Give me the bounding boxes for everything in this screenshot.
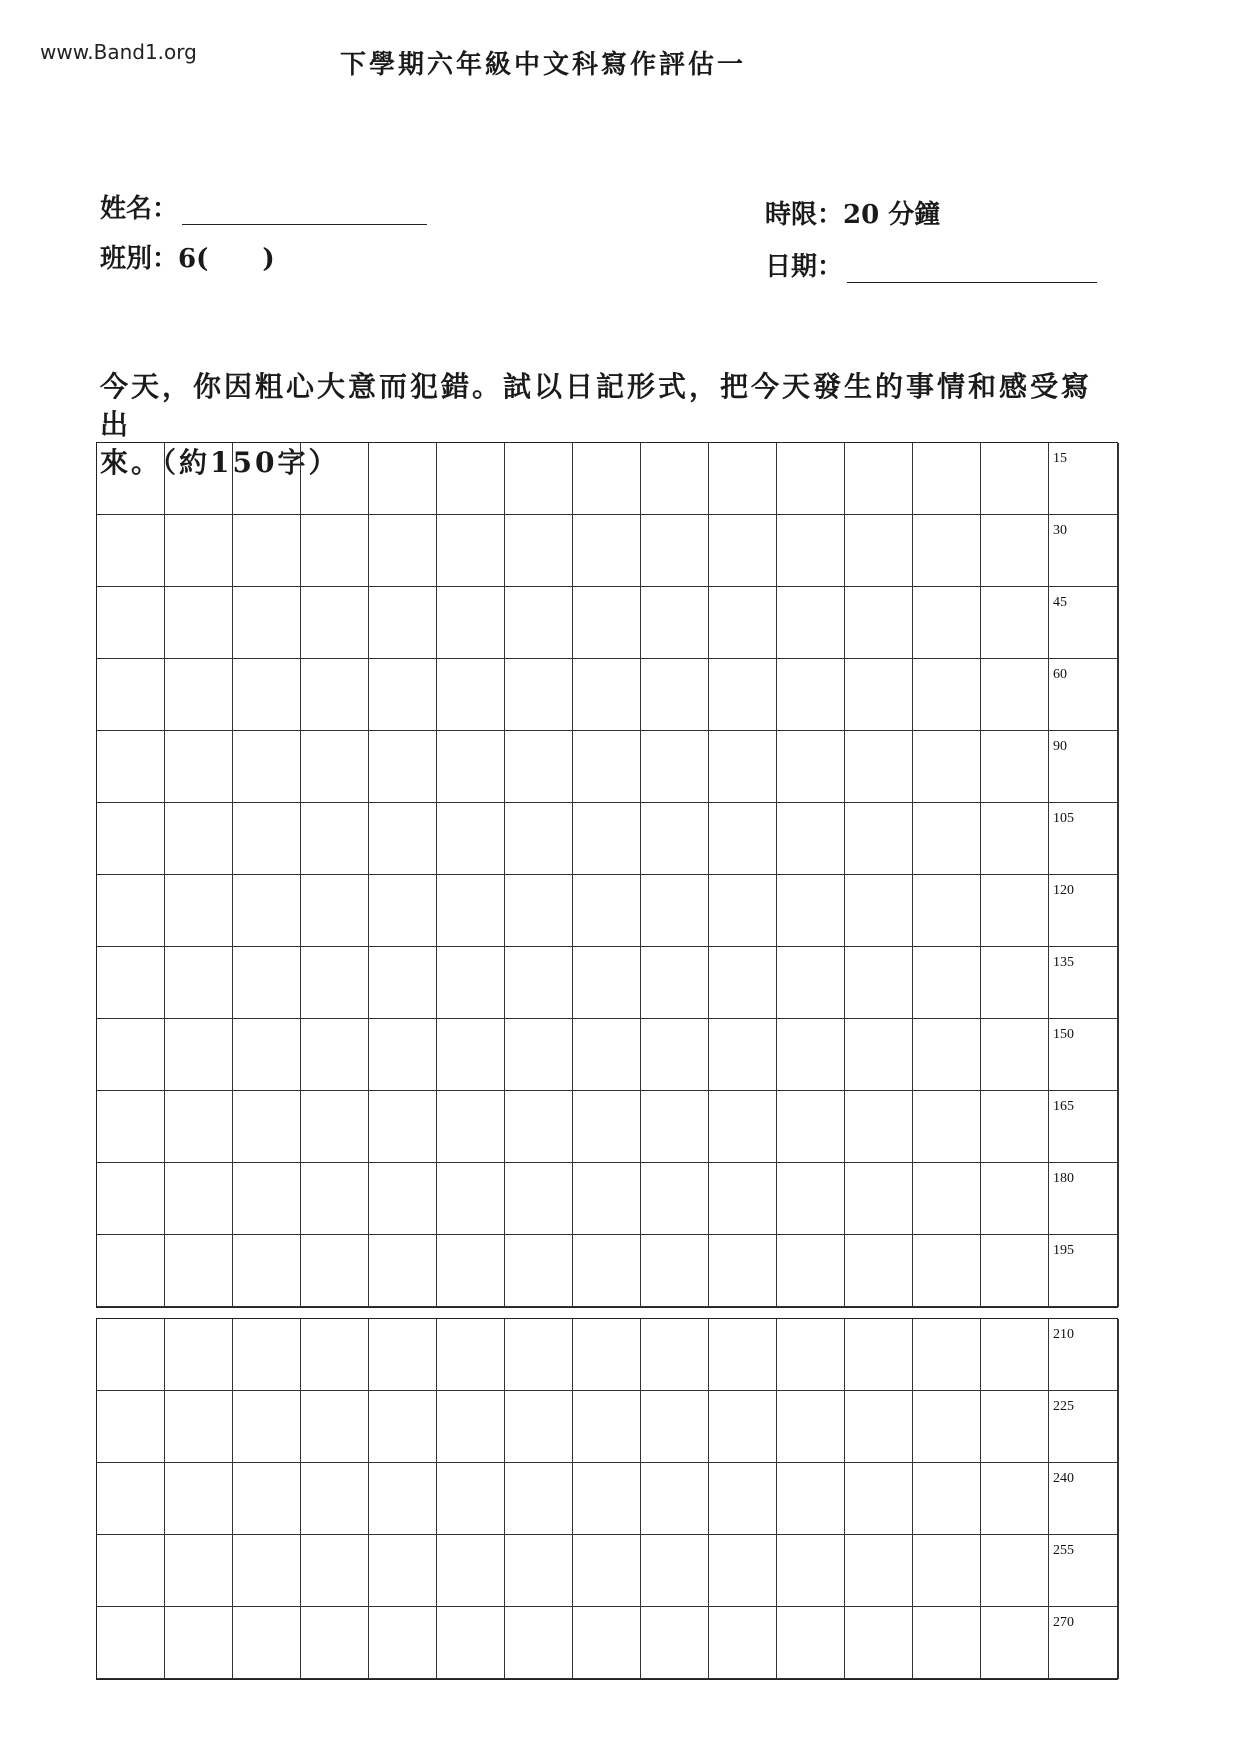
- writing-cell[interactable]: [97, 1535, 165, 1607]
- writing-cell[interactable]: [97, 875, 165, 947]
- writing-cell[interactable]: [369, 443, 437, 515]
- writing-cell[interactable]: [505, 443, 573, 515]
- writing-cell[interactable]: [981, 731, 1049, 803]
- writing-cell[interactable]: [641, 659, 709, 731]
- word-count-marker: 225: [1049, 1391, 1119, 1463]
- writing-cell[interactable]: [301, 659, 369, 731]
- word-count-marker: 105: [1049, 803, 1119, 875]
- writing-cell[interactable]: [709, 659, 777, 731]
- writing-cell[interactable]: [233, 1607, 301, 1679]
- writing-cell[interactable]: [845, 443, 913, 515]
- writing-cell[interactable]: [97, 1091, 165, 1163]
- writing-cell[interactable]: [641, 1163, 709, 1235]
- name-label: 姓名：: [100, 194, 179, 224]
- writing-cell[interactable]: [845, 1607, 913, 1679]
- writing-cell[interactable]: [165, 1391, 233, 1463]
- writing-cell[interactable]: [301, 1463, 369, 1535]
- writing-cell[interactable]: [369, 659, 437, 731]
- writing-cell[interactable]: [369, 1463, 437, 1535]
- date-field: [765, 246, 1097, 283]
- writing-cell[interactable]: [505, 1091, 573, 1163]
- writing-cell[interactable]: [233, 875, 301, 947]
- writing-cell[interactable]: [641, 803, 709, 875]
- writing-cell[interactable]: [165, 947, 233, 1019]
- writing-cell[interactable]: [573, 1319, 641, 1391]
- writing-cell[interactable]: [437, 1535, 505, 1607]
- writing-cell[interactable]: [437, 1391, 505, 1463]
- writing-cell[interactable]: [573, 1091, 641, 1163]
- writing-cell[interactable]: [505, 1607, 573, 1679]
- writing-cell[interactable]: [233, 1235, 301, 1307]
- writing-cell[interactable]: [437, 731, 505, 803]
- writing-cell[interactable]: [777, 659, 845, 731]
- writing-cell[interactable]: [709, 1019, 777, 1091]
- word-count-marker: 150: [1049, 1019, 1119, 1091]
- writing-cell[interactable]: [301, 947, 369, 1019]
- writing-cell[interactable]: [845, 515, 913, 587]
- writing-cell[interactable]: [641, 1019, 709, 1091]
- writing-cell[interactable]: [437, 803, 505, 875]
- writing-cell[interactable]: [641, 875, 709, 947]
- writing-cell[interactable]: [777, 1235, 845, 1307]
- writing-cell[interactable]: [709, 1319, 777, 1391]
- writing-cell[interactable]: [165, 731, 233, 803]
- writing-cell[interactable]: [845, 1463, 913, 1535]
- prompt-line-2: 來。（約150字）: [100, 446, 340, 479]
- writing-cell[interactable]: [233, 803, 301, 875]
- writing-cell[interactable]: [233, 731, 301, 803]
- writing-cell[interactable]: [437, 443, 505, 515]
- writing-cell[interactable]: [845, 731, 913, 803]
- writing-cell[interactable]: [981, 947, 1049, 1019]
- word-count-marker: 120: [1049, 875, 1119, 947]
- writing-cell[interactable]: [369, 1019, 437, 1091]
- writing-cell[interactable]: [369, 1163, 437, 1235]
- writing-cell[interactable]: [301, 731, 369, 803]
- writing-cell[interactable]: [233, 1319, 301, 1391]
- writing-cell[interactable]: [369, 1535, 437, 1607]
- writing-cell[interactable]: [845, 587, 913, 659]
- writing-cell[interactable]: [369, 1391, 437, 1463]
- writing-cell[interactable]: [505, 1235, 573, 1307]
- writing-cell[interactable]: [845, 1391, 913, 1463]
- writing-cell[interactable]: [913, 1235, 981, 1307]
- writing-cell[interactable]: [913, 443, 981, 515]
- writing-cell[interactable]: [777, 1391, 845, 1463]
- writing-cell[interactable]: [641, 515, 709, 587]
- writing-cell[interactable]: [437, 1091, 505, 1163]
- writing-cell[interactable]: [301, 515, 369, 587]
- writing-cell[interactable]: [709, 443, 777, 515]
- writing-cell[interactable]: [505, 515, 573, 587]
- writing-cell[interactable]: [97, 587, 165, 659]
- writing-cell[interactable]: [165, 1319, 233, 1391]
- writing-cell[interactable]: [301, 587, 369, 659]
- writing-cell[interactable]: [573, 443, 641, 515]
- writing-cell[interactable]: [913, 731, 981, 803]
- writing-cell[interactable]: [981, 1019, 1049, 1091]
- writing-cell[interactable]: [981, 803, 1049, 875]
- writing-cell[interactable]: [437, 1463, 505, 1535]
- class-field: [100, 238, 275, 275]
- writing-cell[interactable]: [97, 803, 165, 875]
- writing-cell[interactable]: [505, 1019, 573, 1091]
- prompt-line-1: 今天，你因粗心大意而犯錯。試以日記形式，把今天發生的事情和感受寫出: [100, 370, 1093, 441]
- writing-cell[interactable]: [505, 947, 573, 1019]
- class-close-paren: ): [262, 244, 275, 274]
- writing-cell[interactable]: [505, 1535, 573, 1607]
- name-blank-line[interactable]: [182, 198, 427, 225]
- writing-cell[interactable]: [233, 1091, 301, 1163]
- writing-cell[interactable]: [165, 587, 233, 659]
- writing-cell[interactable]: [233, 443, 301, 515]
- writing-cell[interactable]: [165, 803, 233, 875]
- writing-cell[interactable]: [709, 731, 777, 803]
- writing-cell[interactable]: [505, 587, 573, 659]
- writing-cell[interactable]: [641, 443, 709, 515]
- writing-cell[interactable]: [301, 875, 369, 947]
- writing-cell[interactable]: [641, 1607, 709, 1679]
- writing-cell[interactable]: [641, 731, 709, 803]
- word-count-marker: 60: [1049, 659, 1119, 731]
- writing-cell[interactable]: [165, 1163, 233, 1235]
- writing-cell[interactable]: [777, 1463, 845, 1535]
- writing-cell[interactable]: [505, 1463, 573, 1535]
- writing-cell[interactable]: [913, 875, 981, 947]
- writing-cell[interactable]: [913, 1391, 981, 1463]
- writing-cell[interactable]: [165, 443, 233, 515]
- date-label: 日期：: [765, 252, 844, 282]
- date-blank-line[interactable]: [847, 256, 1097, 283]
- writing-cell[interactable]: [573, 803, 641, 875]
- writing-cell[interactable]: [505, 1319, 573, 1391]
- writing-cell[interactable]: [233, 1391, 301, 1463]
- writing-cell[interactable]: [709, 1463, 777, 1535]
- writing-cell[interactable]: [641, 587, 709, 659]
- writing-cell[interactable]: [845, 803, 913, 875]
- page-title: 下學期六年級中文科寫作評估一: [340, 50, 747, 80]
- writing-cell[interactable]: [573, 587, 641, 659]
- writing-cell[interactable]: [573, 1463, 641, 1535]
- writing-cell[interactable]: [97, 659, 165, 731]
- writing-cell[interactable]: [369, 803, 437, 875]
- writing-cell[interactable]: [369, 731, 437, 803]
- writing-cell[interactable]: [437, 875, 505, 947]
- writing-cell[interactable]: [981, 1091, 1049, 1163]
- writing-cell[interactable]: [913, 1607, 981, 1679]
- writing-cell[interactable]: [777, 1019, 845, 1091]
- writing-cell[interactable]: [709, 1535, 777, 1607]
- writing-cell[interactable]: [437, 1607, 505, 1679]
- writing-cell[interactable]: [437, 947, 505, 1019]
- writing-cell[interactable]: [709, 1235, 777, 1307]
- writing-cell[interactable]: [369, 875, 437, 947]
- writing-cell[interactable]: [369, 1091, 437, 1163]
- word-count-marker: 90: [1049, 731, 1119, 803]
- writing-cell[interactable]: [165, 875, 233, 947]
- writing-cell[interactable]: [301, 1535, 369, 1607]
- writing-cell[interactable]: [97, 443, 165, 515]
- word-count-marker: 210: [1049, 1319, 1119, 1391]
- writing-cell[interactable]: [165, 1463, 233, 1535]
- writing-cell[interactable]: [301, 1091, 369, 1163]
- writing-cell[interactable]: [437, 1163, 505, 1235]
- writing-cell[interactable]: [641, 947, 709, 1019]
- name-field: [100, 188, 427, 225]
- writing-cell[interactable]: [845, 1163, 913, 1235]
- writing-cell[interactable]: [845, 947, 913, 1019]
- writing-cell[interactable]: [505, 803, 573, 875]
- writing-cell[interactable]: [913, 659, 981, 731]
- writing-cell[interactable]: [777, 515, 845, 587]
- writing-cell[interactable]: [97, 515, 165, 587]
- writing-cell[interactable]: [165, 1091, 233, 1163]
- writing-cell[interactable]: [437, 1235, 505, 1307]
- writing-cell[interactable]: [981, 587, 1049, 659]
- writing-cell[interactable]: [369, 587, 437, 659]
- writing-cell[interactable]: [437, 1319, 505, 1391]
- writing-cell[interactable]: [165, 1607, 233, 1679]
- word-count-marker: 15: [1049, 443, 1119, 515]
- writing-cell[interactable]: [641, 1535, 709, 1607]
- writing-cell[interactable]: [369, 515, 437, 587]
- writing-cell[interactable]: [233, 1535, 301, 1607]
- writing-cell[interactable]: [981, 1607, 1049, 1679]
- writing-cell[interactable]: [301, 1235, 369, 1307]
- writing-cell[interactable]: [437, 659, 505, 731]
- writing-cell[interactable]: [777, 1535, 845, 1607]
- writing-cell[interactable]: [981, 443, 1049, 515]
- writing-cell[interactable]: [97, 1391, 165, 1463]
- writing-cell[interactable]: [641, 1391, 709, 1463]
- writing-cell[interactable]: [97, 1235, 165, 1307]
- word-count-marker: 180: [1049, 1163, 1119, 1235]
- writing-cell[interactable]: [981, 875, 1049, 947]
- writing-cell[interactable]: [505, 1391, 573, 1463]
- time-limit: 時限：20 分鐘: [765, 200, 941, 230]
- writing-cell[interactable]: [777, 1319, 845, 1391]
- writing-cell[interactable]: [97, 1019, 165, 1091]
- word-count-marker: 240: [1049, 1463, 1119, 1535]
- writing-cell[interactable]: [301, 1607, 369, 1679]
- writing-cell[interactable]: [233, 659, 301, 731]
- writing-cell[interactable]: [97, 947, 165, 1019]
- writing-cell[interactable]: [573, 1535, 641, 1607]
- writing-cell[interactable]: [573, 1235, 641, 1307]
- writing-cell[interactable]: [845, 1091, 913, 1163]
- writing-cell[interactable]: [709, 515, 777, 587]
- writing-cell[interactable]: [97, 1163, 165, 1235]
- writing-cell[interactable]: [301, 1163, 369, 1235]
- writing-cell[interactable]: [505, 731, 573, 803]
- word-count-marker: 270: [1049, 1607, 1119, 1679]
- writing-cell[interactable]: [233, 1463, 301, 1535]
- writing-cell[interactable]: [573, 875, 641, 947]
- writing-cell[interactable]: [165, 515, 233, 587]
- writing-cell[interactable]: [845, 1535, 913, 1607]
- writing-cell[interactable]: [301, 1019, 369, 1091]
- writing-cell[interactable]: [777, 587, 845, 659]
- writing-cell[interactable]: [301, 1391, 369, 1463]
- writing-cell[interactable]: [573, 947, 641, 1019]
- writing-cell[interactable]: [97, 1463, 165, 1535]
- writing-cell[interactable]: [777, 443, 845, 515]
- writing-cell[interactable]: [233, 1163, 301, 1235]
- word-count-marker: 45: [1049, 587, 1119, 659]
- writing-cell[interactable]: [301, 443, 369, 515]
- writing-cell[interactable]: [437, 587, 505, 659]
- writing-cell[interactable]: [233, 587, 301, 659]
- writing-cell[interactable]: [913, 587, 981, 659]
- writing-cell[interactable]: [165, 1019, 233, 1091]
- writing-cell[interactable]: [845, 875, 913, 947]
- writing-cell[interactable]: [301, 803, 369, 875]
- writing-cell[interactable]: [981, 1391, 1049, 1463]
- writing-cell[interactable]: [709, 1163, 777, 1235]
- writing-cell[interactable]: [913, 1163, 981, 1235]
- writing-grid-bottom: [96, 1318, 1118, 1680]
- writing-cell[interactable]: [777, 947, 845, 1019]
- writing-cell[interactable]: [709, 1391, 777, 1463]
- writing-cell[interactable]: [165, 1235, 233, 1307]
- writing-cell[interactable]: [369, 1319, 437, 1391]
- writing-cell[interactable]: [777, 803, 845, 875]
- writing-cell[interactable]: [97, 1319, 165, 1391]
- word-count-marker: 255: [1049, 1535, 1119, 1607]
- writing-cell[interactable]: [641, 1463, 709, 1535]
- writing-cell[interactable]: [981, 659, 1049, 731]
- writing-cell[interactable]: [369, 947, 437, 1019]
- writing-cell[interactable]: [777, 1607, 845, 1679]
- writing-cell[interactable]: [709, 875, 777, 947]
- writing-cell[interactable]: [165, 659, 233, 731]
- writing-cell[interactable]: [641, 1091, 709, 1163]
- writing-cell[interactable]: [437, 515, 505, 587]
- writing-cell[interactable]: [777, 731, 845, 803]
- writing-cell[interactable]: [709, 947, 777, 1019]
- writing-cell[interactable]: [573, 659, 641, 731]
- writing-cell[interactable]: [913, 1535, 981, 1607]
- word-count-marker: 195: [1049, 1235, 1119, 1307]
- writing-cell[interactable]: [981, 1463, 1049, 1535]
- writing-cell[interactable]: [981, 1319, 1049, 1391]
- writing-cell[interactable]: [505, 1163, 573, 1235]
- writing-cell[interactable]: [981, 1163, 1049, 1235]
- writing-grid-top: [96, 442, 1118, 1308]
- writing-cell[interactable]: [573, 731, 641, 803]
- writing-cell[interactable]: [777, 1163, 845, 1235]
- writing-cell[interactable]: [641, 1235, 709, 1307]
- writing-cell[interactable]: [845, 659, 913, 731]
- writing-cell[interactable]: [981, 515, 1049, 587]
- writing-cell[interactable]: [709, 1091, 777, 1163]
- writing-cell[interactable]: [913, 803, 981, 875]
- writing-cell[interactable]: [913, 1019, 981, 1091]
- writing-cell[interactable]: [573, 1163, 641, 1235]
- writing-cell[interactable]: [709, 803, 777, 875]
- writing-cell[interactable]: [233, 515, 301, 587]
- writing-cell[interactable]: [505, 875, 573, 947]
- writing-cell[interactable]: [913, 515, 981, 587]
- writing-cell[interactable]: [97, 1607, 165, 1679]
- watermark-text: www.Band1.org: [40, 40, 197, 64]
- writing-cell[interactable]: [777, 875, 845, 947]
- writing-cell[interactable]: [165, 1535, 233, 1607]
- writing-cell[interactable]: [369, 1235, 437, 1307]
- writing-cell[interactable]: [913, 1463, 981, 1535]
- word-count-marker: 135: [1049, 947, 1119, 1019]
- writing-cell[interactable]: [573, 1391, 641, 1463]
- writing-cell[interactable]: [301, 1319, 369, 1391]
- word-count-marker: 30: [1049, 515, 1119, 587]
- writing-cell[interactable]: [641, 1319, 709, 1391]
- writing-cell[interactable]: [233, 947, 301, 1019]
- writing-cell[interactable]: [233, 1019, 301, 1091]
- writing-cell[interactable]: [777, 1091, 845, 1163]
- writing-cell[interactable]: [573, 1019, 641, 1091]
- writing-cell[interactable]: [97, 731, 165, 803]
- writing-cell[interactable]: [573, 1607, 641, 1679]
- writing-cell[interactable]: [369, 1607, 437, 1679]
- writing-cell[interactable]: [981, 1535, 1049, 1607]
- writing-cell[interactable]: [505, 659, 573, 731]
- word-count-marker: 165: [1049, 1091, 1119, 1163]
- writing-cell[interactable]: [845, 1019, 913, 1091]
- writing-cell[interactable]: [437, 1019, 505, 1091]
- writing-cell[interactable]: [709, 587, 777, 659]
- class-label: 班別：6(: [100, 244, 209, 274]
- writing-cell[interactable]: [709, 1607, 777, 1679]
- writing-cell[interactable]: [573, 515, 641, 587]
- writing-cell[interactable]: [913, 947, 981, 1019]
- writing-cell[interactable]: [845, 1319, 913, 1391]
- writing-cell[interactable]: [981, 1235, 1049, 1307]
- writing-cell[interactable]: [913, 1091, 981, 1163]
- writing-cell[interactable]: [845, 1235, 913, 1307]
- writing-cell[interactable]: [913, 1319, 981, 1391]
